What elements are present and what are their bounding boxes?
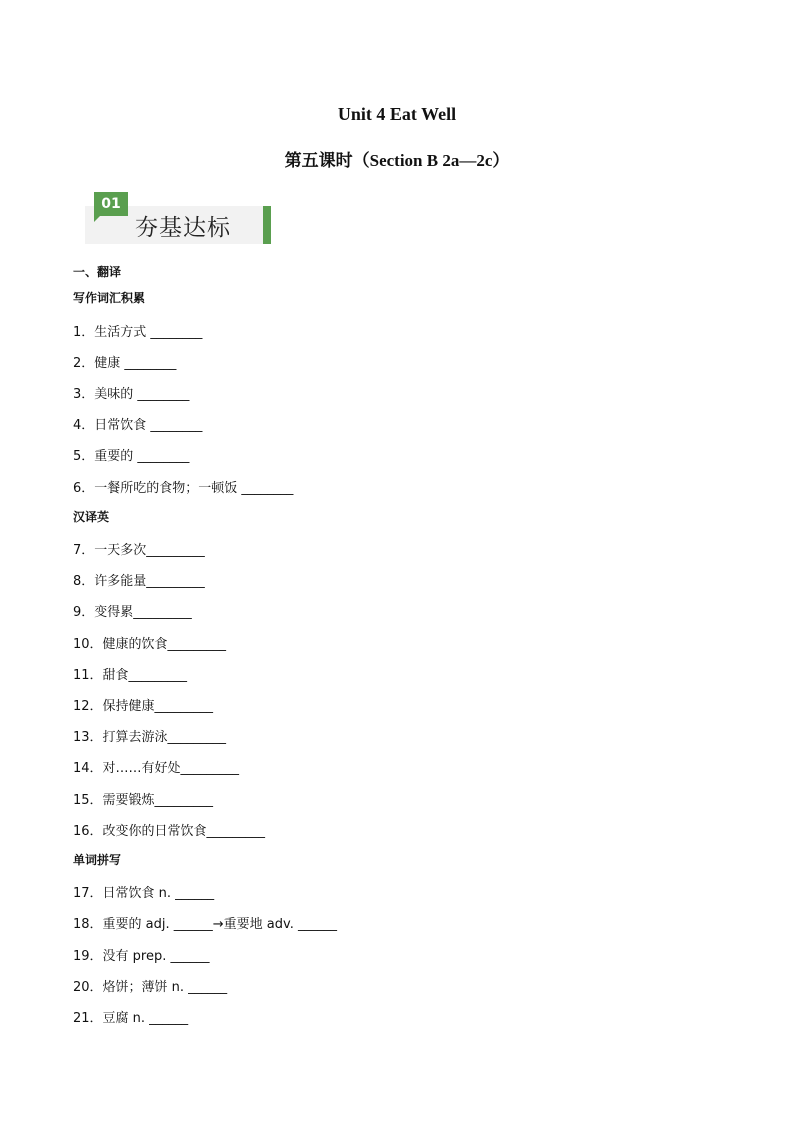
banner-bar [263, 206, 271, 244]
list-item: 19．没有 prep. ______ [73, 949, 210, 964]
list-item: 20．烙饼；薄饼 n. ______ [73, 980, 228, 995]
badge-tail-icon [94, 216, 100, 222]
list-item: 11．甜食_________ [73, 668, 188, 683]
list-item: 15．需要锻炼_________ [73, 793, 214, 808]
list-item: 4．日常饮食 ________ [73, 418, 203, 433]
list-item: 12．保持健康_________ [73, 699, 214, 714]
list-item: 14．对……有好处_________ [73, 761, 240, 776]
group-heading-spelling: 单词拼写 [73, 853, 122, 867]
list-item: 2．健康 ________ [73, 356, 177, 371]
list-item: 16．改变你的日常饮食_________ [73, 824, 266, 839]
list-item: 13．打算去游泳_________ [73, 730, 227, 745]
banner-badge: 01 [94, 192, 128, 216]
section-banner [85, 190, 271, 244]
list-item: 9．变得累_________ [73, 605, 192, 620]
list-item: 7．一天多次_________ [73, 543, 205, 558]
lesson-subtitle: 第五课时（Section B 2a—2c） [284, 151, 510, 170]
list-item: 18．重要的 adj. ______→重要地 adv. ______ [73, 917, 337, 932]
banner-label: 夯基达标 [135, 215, 231, 241]
list-item: 1．生活方式 ________ [73, 325, 203, 340]
list-item: 17．日常饮食 n. ______ [73, 886, 215, 901]
list-item: 10．健康的饮食_________ [73, 637, 227, 652]
group-heading-writing: 写作词汇积累 [73, 291, 146, 305]
section-heading: 一、翻译 [73, 265, 122, 279]
list-item: 6．一餐所吃的食物；一顿饭 ________ [73, 481, 294, 496]
list-item: 5．重要的 ________ [73, 449, 190, 464]
list-item: 21．豆腐 n. ______ [73, 1011, 189, 1026]
unit-title: Unit 4 Eat Well [337, 104, 457, 124]
list-item: 8．许多能量_________ [73, 574, 205, 589]
list-item: 3．美味的 ________ [73, 387, 190, 402]
group-heading-translate: 汉译英 [73, 510, 110, 524]
